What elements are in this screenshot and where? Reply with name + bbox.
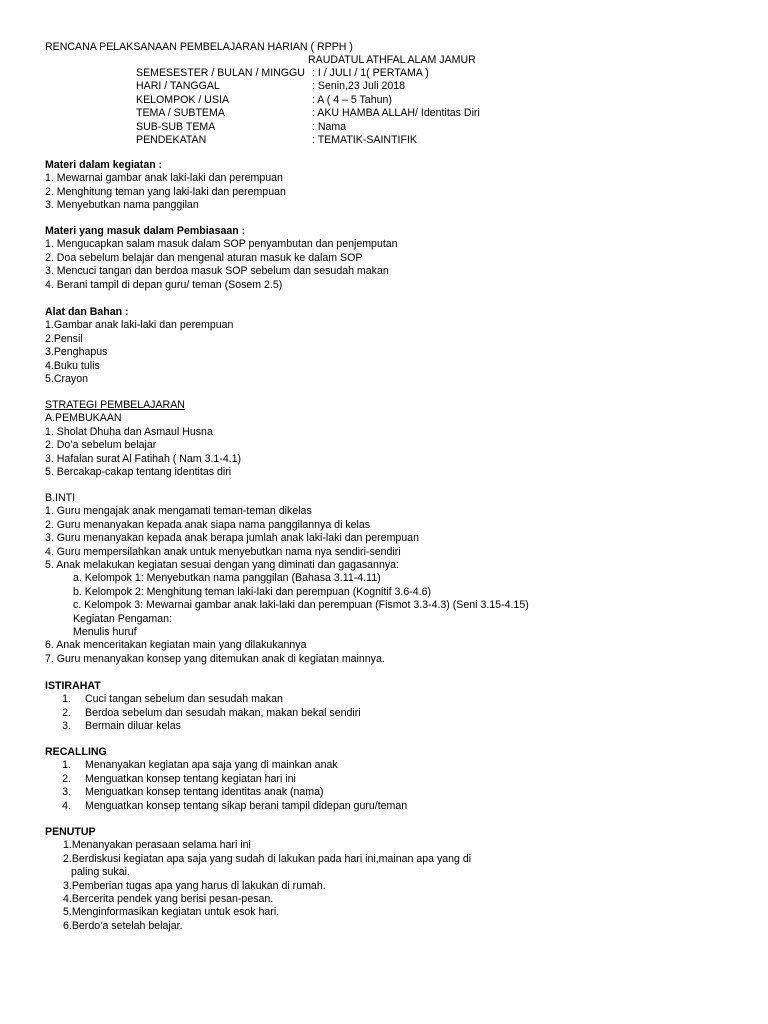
meta-table — [136, 67, 480, 147]
section-heading: RECALLING — [45, 746, 107, 758]
item-text: Berdoa sebelum dan sesudah makan, makan bekal sendiri — [85, 706, 361, 719]
list-item — [45, 707, 361, 720]
meta-row — [136, 121, 480, 134]
list-item: 1. Sholat Dhuha dan Asmaul Husna — [45, 425, 213, 438]
list-item: 2. Guru menanyakan kepada anak siapa nama panggilannya di kelas — [45, 518, 371, 531]
section-inti — [45, 492, 529, 666]
list-item: 1.Menanyakan perasaan selama hari ini — [63, 839, 251, 852]
list-item: 3. Guru menanyakan kepada anak berapa jumlah anak laki-laki dan perempuan — [45, 532, 419, 545]
list-item: 5.Crayon — [45, 373, 88, 386]
list-item — [45, 786, 407, 799]
item-text: Bermain diluar kelas — [85, 720, 181, 733]
meta-key: HARI / TANGGAL — [136, 80, 220, 93]
list-item — [45, 800, 407, 813]
sub-item: a. Kelompok 1: Menyebutkan nama panggilan (Bahasa 3.11-4.11) — [73, 572, 381, 585]
meta-value: : A ( 4 – 5 Tahun) — [312, 93, 392, 106]
section-heading: ISTIRAHAT — [45, 680, 101, 692]
meta-key: KELOMPOK / USIA — [136, 93, 230, 106]
list-item: 6.Berdo’a setelah belajar. — [63, 919, 183, 932]
section-heading: Alat dan Bahan : — [45, 306, 129, 318]
list-item: 4.Buku tulis — [45, 359, 100, 372]
sub-item: c. Kelompok 3: Mewarnai gambar anak laki-laki dan perempuan (Fismot 3.3-4.3) (Seni 3.15-4.15) — [73, 599, 529, 612]
section-alat-bahan — [45, 306, 233, 386]
list-item: 4. Berani tampil di depan guru/ teman (Sosem 2.5) — [45, 278, 283, 291]
meta-row — [136, 94, 480, 107]
meta-value: : Senin,23 Juli 2018 — [312, 80, 406, 93]
item-number: 2. — [62, 772, 71, 785]
school-name: RAUDATUL ATHFAL ALAM JAMUR — [308, 54, 476, 66]
list-item: 4. Guru mempersilahkan anak untuk menyebutkan nama nya sendiri-sendiri — [45, 545, 401, 558]
list-item: 3. Mencuci tangan dan berdoa masuk SOP sebelum dan sesudah makan — [45, 265, 389, 278]
section-heading: PENUTUP — [45, 826, 96, 838]
list-item — [45, 720, 361, 733]
item-number: 3. — [62, 720, 71, 733]
item-text: Menguatkan konsep tentang identitas anak (nama) — [85, 786, 324, 799]
list-item — [45, 759, 407, 772]
list-item: 1.Gambar anak laki-laki dan perempuan — [45, 319, 234, 332]
list-item: 1. Mengucapkan salam masuk dalam SOP penyambutan dan penjemputan — [45, 238, 398, 251]
section-materi-kegiatan — [45, 159, 286, 213]
meta-value: : Nama — [312, 120, 347, 133]
list-item: 4.Bercerita pendek yang berisi pesan-pesan. — [63, 893, 274, 906]
item-text: Menguatkan konsep tentang sikap berani tampil didepan guru/teman — [85, 799, 408, 812]
item-number: 4. — [62, 799, 71, 812]
section-materi-pembiasaan — [45, 225, 398, 292]
meta-value: : I / JULI / 1( PERTAMA ) — [312, 67, 429, 79]
list-item — [45, 693, 361, 706]
subsection-heading: A.PEMBUKAAN — [45, 412, 122, 425]
list-item-continuation: paling sukai. — [71, 866, 130, 879]
meta-row — [136, 134, 480, 147]
section-recalling — [45, 746, 407, 813]
list-item: 2.Berdiskusi kegiatan apa saja yang sudah di lakukan pada hari ini,mainan apa yang di — [63, 852, 472, 865]
section-heading: STRATEGI PEMBELAJARAN — [45, 399, 185, 411]
list-item: 1. Mewarnai gambar anak laki-laki dan perempuan — [45, 172, 283, 185]
list-item: 7. Guru menanyakan konsep yang ditemukan anak di kegiatan mainnya. — [45, 652, 385, 665]
list-item: 2.Pensil — [45, 332, 83, 345]
list-item: 3.Pemberian tugas apa yang harus di lakukan di rumah. — [63, 879, 326, 892]
list-item: 5. Anak melakukan kegiatan sesuai dengan yang diminati dan gagasannya: — [45, 559, 399, 572]
meta-value: : AKU HAMBA ALLAH/ Identitas Diri — [312, 107, 480, 120]
meta-key: TEMA / SUBTEMA — [136, 107, 225, 120]
list-item: 3.Penghapus — [45, 346, 108, 359]
item-number: 3. — [62, 786, 71, 799]
meta-key: SEMESESTER / BULAN / MINGGU — [136, 67, 305, 79]
document-title: RENCANA PELAKSANAAN PEMBELAJARAN HARIAN ( RPPH ) — [45, 41, 353, 53]
item-number: 2. — [62, 706, 71, 719]
list-item: 6. Anak menceritakan kegiatan main yang dilakukannya — [45, 639, 307, 652]
sub-item: Kegiatan Pengaman: — [73, 612, 172, 625]
section-heading: Materi yang masuk dalam Pembiasaan : — [45, 225, 246, 237]
item-number: 1. — [62, 693, 71, 706]
item-number: 1. — [62, 759, 71, 772]
section-strategi — [45, 399, 241, 479]
sub-item: Menulis huruf — [73, 626, 137, 639]
sub-item: b. Kelompok 2: Menghitung teman laki-laki dan perempuan (Kognitif 3.6-4.6) — [73, 585, 432, 598]
item-text: Menanyakan kegiatan apa saja yang di mainkan anak — [85, 759, 338, 772]
section-penutup — [45, 826, 471, 933]
section-heading: Materi dalam kegiatan : — [45, 159, 163, 171]
item-text: Menguatkan konsep tentang kegiatan hari ini — [85, 772, 296, 785]
item-text: Cuci tangan sebelum dan sesudah makan — [85, 693, 283, 706]
meta-value: : TEMATIK-SAINTIFIK — [312, 133, 417, 146]
list-item: 2. Doa sebelum belajar dan mengenal aturan masuk ke dalam SOP — [45, 251, 363, 264]
list-item: 3. Hafalan surat Al Fatihah ( Nam 3.1-4.1) — [45, 452, 242, 465]
list-item: 5.Menginformasikan kegiatan untuk esok hari. — [63, 906, 280, 919]
section-istirahat — [45, 680, 361, 734]
meta-key: SUB-SUB TEMA — [136, 120, 216, 133]
list-item: 3. Menyebutkan nama panggilan — [45, 199, 199, 212]
list-item: 1. Guru mengajak anak mengamati teman-teman dikelas — [45, 505, 312, 518]
list-item — [45, 773, 407, 786]
meta-key: PENDEKATAN — [136, 133, 207, 146]
list-item: 5. Bercakap-cakap tentang identitas diri — [45, 466, 232, 479]
meta-row — [136, 67, 480, 80]
meta-row — [136, 107, 480, 120]
list-item: 2. Do’a sebelum belajar — [45, 439, 157, 452]
meta-row — [136, 80, 480, 93]
section-heading: B.INTI — [45, 492, 76, 504]
list-item: 2. Menghitung teman yang laki-laki dan perempuan — [45, 185, 286, 198]
